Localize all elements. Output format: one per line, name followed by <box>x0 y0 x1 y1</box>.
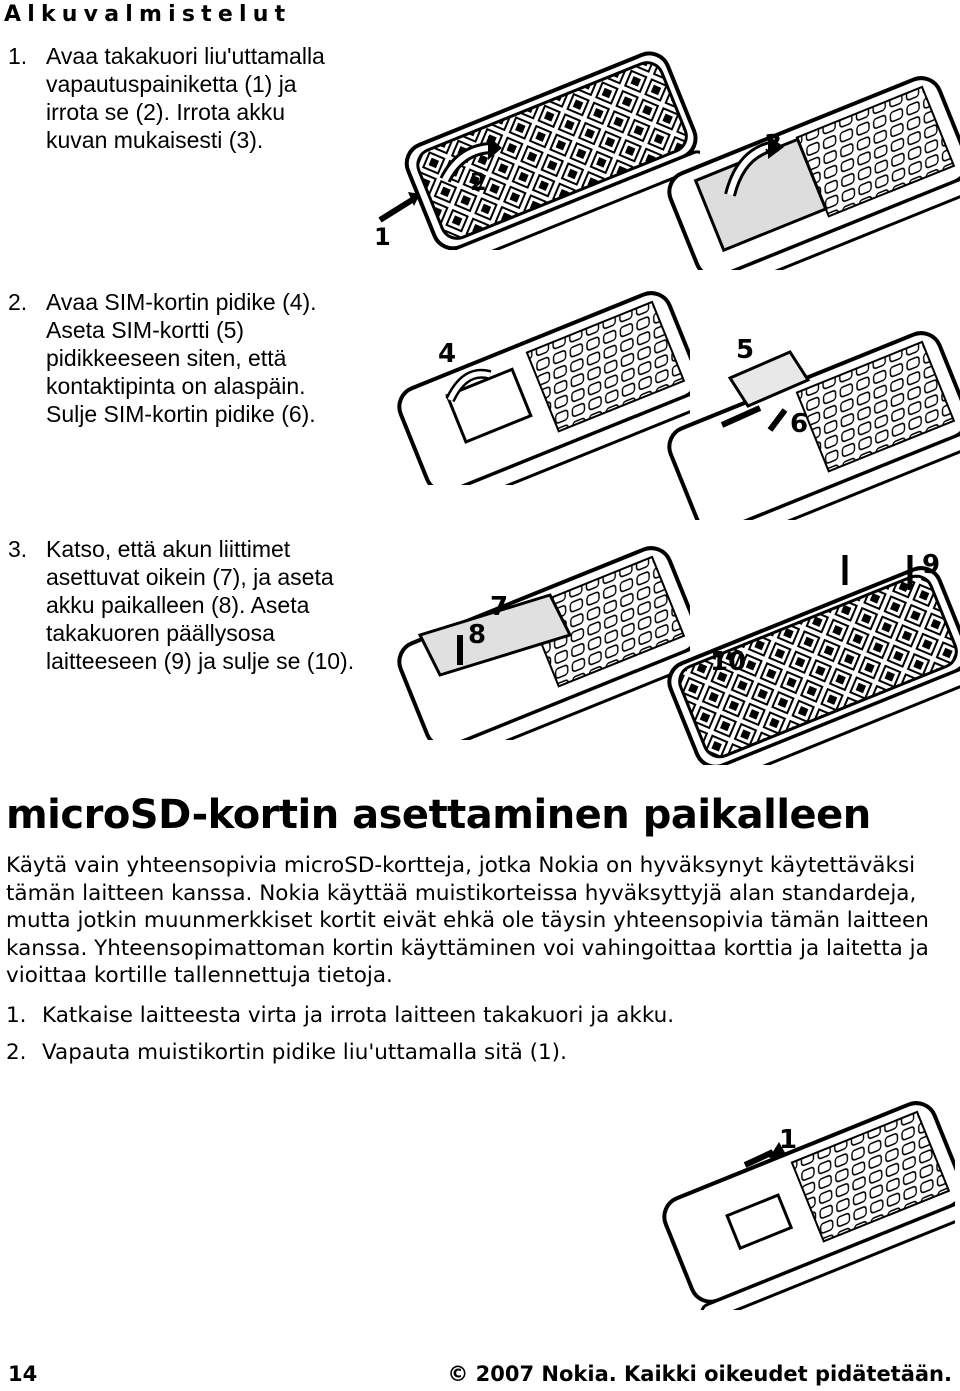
microsd-step-2-text: Vapauta muistikortin pidike liu'uttamalla sitä (1). <box>42 1040 567 1065</box>
step-2 <box>8 288 378 438</box>
paragraph-line: Käytä vain yhteensopivia microSD-kortteja, jotka Nokia on hyväksynyt käytettäväksi <box>6 853 916 878</box>
paragraph-line: tämän laitteen kanssa. Nokia käyttää muistikorteissa hyväksyttyjä alan standardeja, <box>6 880 917 906</box>
illustration-open-memory-card-holder <box>655 1080 955 1310</box>
page-header-title: Alkuvalmistelut <box>4 2 292 27</box>
illustration-open-sim-holder <box>390 290 690 485</box>
paragraph-line: kanssa. Yhteensopimattoman kortin käyttäminen voi vahingoittaa korttia ja laitetta ja <box>6 935 929 961</box>
step-3-text: Katso, että akun liittimet asettuvat oikein (7), ja aseta akku paikalleen (8). Aseta takakuoren päällysosa laitteeseen (9) ja sulje se (10). <box>46 536 355 674</box>
paragraph-line: vioittaa kortille tallennettuja tietoja. <box>6 963 393 988</box>
callout-3: 3 <box>764 130 783 160</box>
illustration-insert-sim <box>660 330 960 520</box>
illustration-attach-back-cover <box>660 545 960 765</box>
callout-11: 1 <box>779 1125 798 1155</box>
step-1-number: 1. <box>8 43 28 69</box>
copyright-notice: © 2007 Nokia. Kaikki oikeudet pidätetään. <box>447 1362 952 1386</box>
microsd-step-1-text: Katkaise laitteesta virta ja irrota laitteen takakuori ja akku. <box>42 1003 675 1028</box>
step-2-number: 2. <box>8 289 28 315</box>
callout-1: 1 <box>374 223 391 250</box>
callout-8: 8 <box>468 620 487 650</box>
step-3-number: 3. <box>8 536 28 562</box>
callout-6: 6 <box>790 409 809 439</box>
section-paragraph <box>6 852 956 990</box>
step-1-text: Avaa takakuori liu'uttamalla vapautuspainiketta (1) ja irrota se (2). Irrota akku kuvan mukaisesti (3). <box>46 43 325 153</box>
step-1 <box>8 42 378 162</box>
illustration-insert-battery <box>390 545 690 740</box>
callout-7: 7 <box>490 592 509 622</box>
callout-2: 2 <box>470 168 487 196</box>
microsd-step-2-number: 2. <box>6 1040 27 1065</box>
callout-9: 9 <box>922 550 941 580</box>
section-title: microSD-kortin asettaminen paikalleen <box>6 792 871 838</box>
page-number: 14 <box>8 1362 38 1386</box>
illustration-remove-back-cover <box>370 40 700 250</box>
callout-4: 4 <box>438 339 457 369</box>
callout-10: 10 <box>710 647 747 677</box>
microsd-step-1-number: 1. <box>6 1003 27 1028</box>
callout-5: 5 <box>736 335 755 365</box>
step-2-text: Avaa SIM-kortin pidike (4). Aseta SIM-kortti (5) pidikkeeseen siten, että kontaktipinta on alaspäin. Sulje SIM-kortin pidike (6). <box>46 289 317 427</box>
paragraph-line: mutta jotkin muunmerkkiset kortit eivät ehkä ole täysin yhteensopivia tämän laitteen <box>6 908 929 933</box>
microsd-step-1 <box>6 1002 946 1032</box>
step-3 <box>8 535 388 685</box>
arrow-icon <box>380 200 412 220</box>
microsd-step-2 <box>6 1039 946 1069</box>
illustration-remove-battery <box>660 75 960 270</box>
